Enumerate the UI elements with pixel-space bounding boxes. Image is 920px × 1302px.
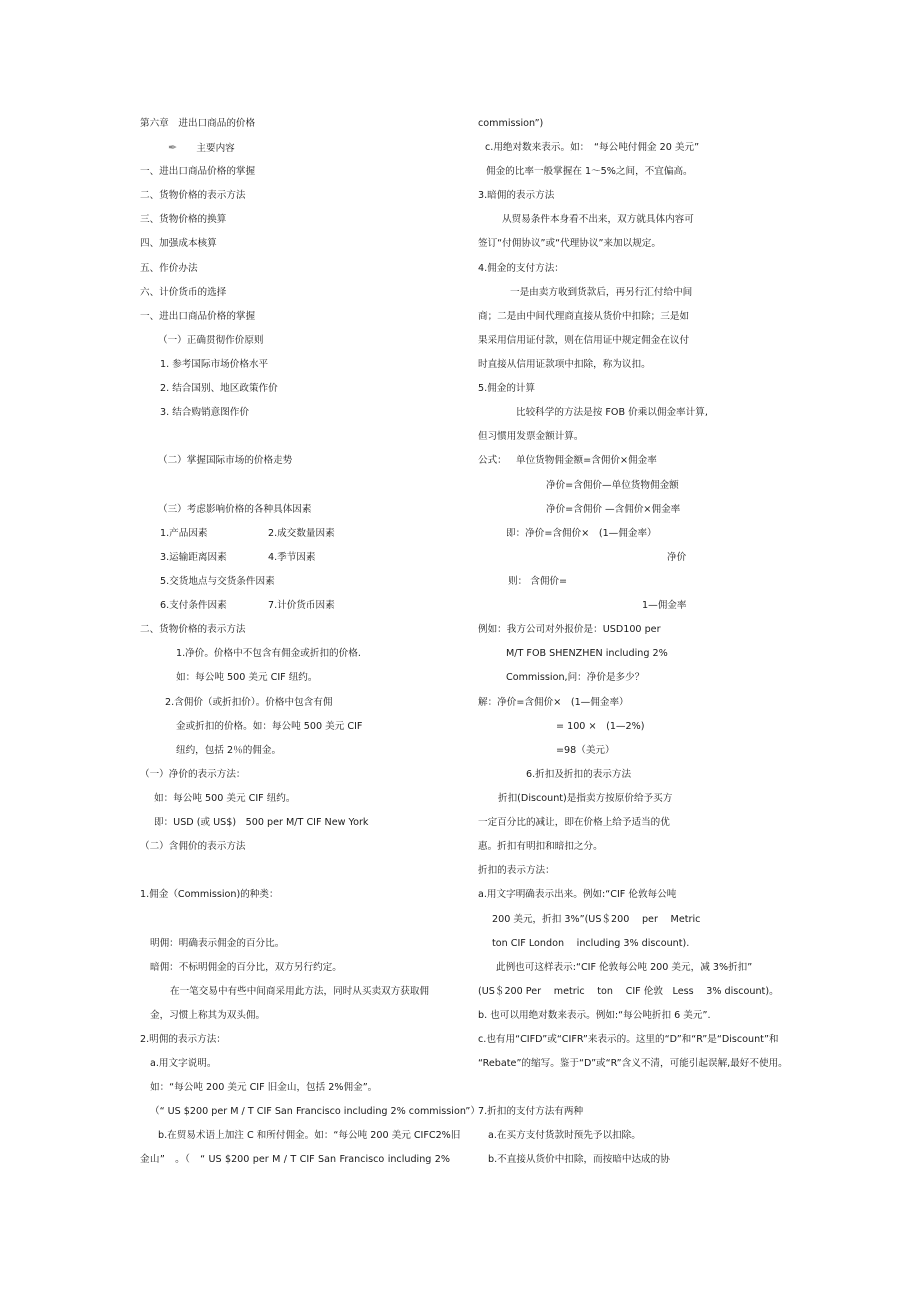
paragraph: 此例也可这样表示:“CIF 伦敦每公吨 200 美元，减 3%折扣” [496, 962, 753, 973]
outline-item: 五、作价办法 [140, 263, 198, 274]
paragraph: 比较科学的方法是按 FOB 价乘以佣金率计算, [516, 407, 708, 418]
paragraph: 如：“每公吨 200 美元 CIF 旧金山，包括 2%佣金”。 [150, 1082, 378, 1093]
list-item: 3. 结合购销意图作价 [160, 407, 249, 418]
paragraph: 果采用信用证付款，则在信用证中规定佣金在议付 [478, 335, 690, 346]
list-item: 1. 参考国际市场价格水平 [160, 359, 269, 370]
paragraph: 2.明佣的表示方法： [140, 1034, 226, 1045]
paragraph: 200 美元，折扣 3%”(US＄200 per Metric [492, 914, 701, 925]
paragraph: 金或折扣的价格。如：每公吨 500 美元 CIF [176, 721, 363, 732]
chapter-title: 第六章 进出口商品的价格 [140, 118, 256, 129]
paragraph: 佣金的比率一般掌握在 1～5%之间，不宜偏高。 [486, 166, 693, 177]
paragraph: = 100 × (1—2%) [556, 721, 645, 732]
right-column [460, 0, 920, 1302]
paragraph: 金，习惯上称其为双头佣。 [150, 1010, 266, 1021]
paragraph: 商；二是由中间代理商直接从货价中扣除；三是如 [478, 311, 690, 322]
paragraph: 签订“付佣协议”或“代理协议”来加以规定。 [478, 238, 661, 249]
formula: 净价=含佣价 —含佣价×佣金率 [546, 504, 681, 515]
subsection-heading: （二）掌握国际市场的价格走势 [158, 455, 293, 466]
paragraph: 时直接从信用证款项中扣除，称为议扣。 [478, 359, 651, 370]
paragraph: 暗佣：不标明佣金的百分比，双方另行约定。 [150, 962, 342, 973]
paragraph: 在一笔交易中有些中间商采用此方法，同时从买卖双方获取佣 [170, 986, 430, 997]
fraction-numerator: 净价 [667, 552, 687, 563]
quill-icon: ✒ [168, 141, 178, 154]
formula: 净价=含佣价—单位货物佣金额 [546, 480, 679, 491]
paragraph: 例如：我方公司对外报价是：USD100 per [478, 624, 661, 635]
outline-item: 二、货物价格的表示方法 [140, 190, 246, 201]
formula: 即：净价=含佣价× (1—佣金率） [506, 528, 657, 539]
paragraph: 1.佣金（Commission)的种类： [140, 889, 279, 900]
paragraph: M/T FOB SHENZHEN including 2% [506, 648, 668, 659]
paragraph: 一是由卖方收到货款后，再另行汇付给中间 [510, 287, 693, 298]
section-heading: 6.折扣及折扣的表示方法 [526, 769, 632, 780]
paragraph: b.在贸易术语上加注 C 和所付佣金。如：“每公吨 200 美元 CIFC2%旧 [158, 1130, 461, 1141]
list-item: 2. 结合国别、地区政策作价 [160, 383, 278, 394]
formula-label: 公式： [478, 455, 507, 466]
paragraph: a.在买方支付货款时预先予以扣除。 [488, 1130, 641, 1141]
paragraph: 7.折扣的支付方法有两种 [478, 1106, 584, 1117]
factor-item: 5.交货地点与交货条件因素 [160, 576, 275, 587]
paragraph: 如：每公吨 500 美元 CIF 纽约。 [176, 672, 318, 683]
paragraph: b.不直接从货价中扣除，而按暗中达成的协 [488, 1154, 670, 1165]
paragraph: 1.净价。价格中不包含有佣金或折扣的价格. [176, 648, 361, 659]
subsection-heading: （三）考虑影响价格的各种具体因素 [158, 504, 312, 515]
paragraph: =98（美元） [556, 745, 615, 756]
paragraph: 明佣：明确表示佣金的百分比。 [150, 938, 285, 949]
paragraph: 从贸易条件本身看不出来，双方就具体内容可 [502, 214, 694, 225]
paragraph: 5.佣金的计算 [478, 383, 536, 394]
outline-item: 四、加强成本核算 [140, 238, 217, 249]
paragraph: b. 也可以用绝对数来表示。例如:“每公吨折扣 6 美元”. [478, 1010, 711, 1021]
fraction-denominator: 1—佣金率 [642, 600, 687, 611]
paragraph: 如：每公吨 500 美元 CIF 纽约。 [154, 793, 296, 804]
paragraph: ton CIF London including 3% discount). [492, 938, 690, 949]
formula: 单位货物佣金额=含佣价×佣金率 [516, 455, 657, 466]
paragraph: 解：净价=含佣价× (1—佣金率） [478, 697, 629, 708]
main-content-label: 主要内容 [196, 143, 235, 154]
subsection-heading: （一）净价的表示方法： [140, 769, 246, 780]
factor-item: 4.季节因素 [268, 552, 316, 563]
paragraph: c.也有用“CIFD”或“CIFR”来表示的。这里的“D”和“R”是“Discount”和 [478, 1034, 779, 1045]
main-content-heading [168, 141, 235, 156]
factor-item: 3.运输距离因素 [160, 552, 227, 563]
subsection-heading: （一）正确贯彻作价原则 [158, 335, 264, 346]
paragraph [140, 1153, 450, 1167]
paragraph: commission”) [478, 118, 544, 129]
outline-item: 一、进出口商品价格的掌握 [140, 166, 256, 177]
paragraph: 折扣的表示方法： [478, 865, 555, 876]
outline-item: 六、计价货币的选择 [140, 287, 227, 298]
outline-item: 三、货物价格的换算 [140, 214, 227, 225]
paragraph: Commission,问：净价是多少？ [506, 672, 645, 683]
paragraph: 惠。折扣有明扣和暗扣之分。 [478, 841, 603, 852]
fraction-lhs: 则： 含佣价= [508, 576, 568, 587]
paragraph: 但习惯用发票金额计算。 [478, 431, 584, 442]
paragraph: （“ US $200 per M / T CIF San Francisco including 2% commission”） [150, 1106, 480, 1117]
section-heading: 二、货物价格的表示方法 [140, 624, 246, 635]
subsection-heading: （二）含佣价的表示方法 [140, 841, 246, 852]
paragraph: 一定百分比的减让，即在价格上给予适当的优 [478, 817, 670, 828]
paragraph: 3.暗佣的表示方法 [478, 190, 555, 201]
section-heading: 一、进出口商品价格的掌握 [140, 311, 256, 322]
paragraph: 2.含佣价（或折扣价）。价格中包含有佣 [165, 697, 333, 708]
factor-item: 1.产品因素 [160, 528, 208, 539]
paragraph: (US＄200 Per metric ton CIF 伦敦 Less 3% discount)。 [478, 986, 779, 997]
paragraph: a.用文字说明。 [150, 1058, 217, 1069]
factor-item: 2.成交数量因素 [268, 528, 335, 539]
paragraph: 即：USD (或 US$) 500 per M/T CIF New York [154, 817, 369, 828]
paragraph: 折扣(Discount)是指卖方按原价给予买方 [498, 793, 673, 804]
paragraph: c.用绝对数来表示。如： “每公吨付佣金 20 美元” [485, 142, 700, 153]
factor-item: 7.计价货币因素 [268, 600, 335, 611]
paragraph: 4.佣金的支付方法： [478, 263, 564, 274]
factor-item: 6.支付条件因素 [160, 600, 227, 611]
paragraph: 纽约，包括 2％的佣金。 [176, 745, 282, 756]
paragraph: a.用文字明确表示出来。例如:“CIF 伦敦每公吨 [478, 889, 677, 900]
justified-line: 金山” 。（ “ US $200 per M / T CIF San Francisco including 2% [140, 1154, 450, 1165]
paragraph: “Rebate”的缩写。鉴于“D”或“R”含义不清，可能引起误解,最好不使用。 [478, 1058, 788, 1069]
